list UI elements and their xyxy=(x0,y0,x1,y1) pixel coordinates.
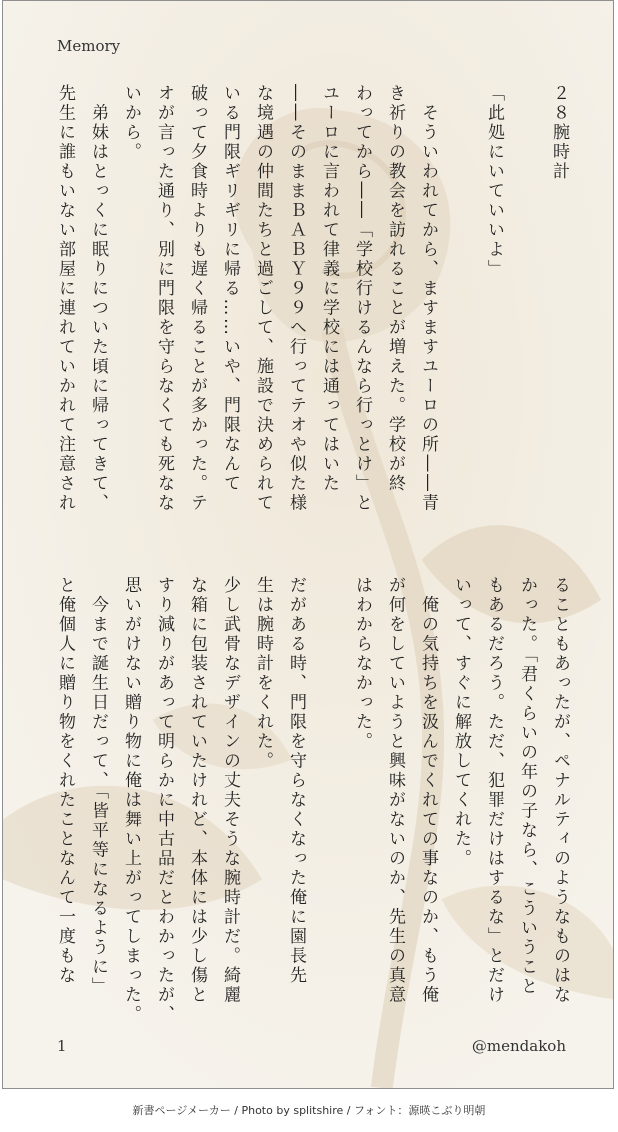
text-column: すり減りがあって明らかに中古品だとわかったが、 xyxy=(154,576,174,1025)
text-column: だがある時、門限を守らなくなった俺に園長先 xyxy=(286,576,306,986)
text-column: そういわれてから、ますますユーロの所――青 xyxy=(418,84,438,513)
text-column: 破って夕食時よりも遅く帰ることが多かった。テ xyxy=(187,84,207,513)
page-number: 1 xyxy=(57,1037,67,1055)
text-column: はわからなかった。 xyxy=(352,576,372,752)
text-column: 「此処にいていいよ」 xyxy=(484,84,504,279)
text-column: 生は腕時計をくれた。 xyxy=(253,576,273,771)
book-page xyxy=(2,0,614,1089)
book-title: Memory xyxy=(57,37,121,55)
text-column: 弟妹はとっくに眠りについた頃に帰ってきて、 xyxy=(88,84,108,513)
text-column: かった。「君くらいの年の子なら、こういうこと xyxy=(517,576,537,997)
text-column: 少し武骨なデザインの丈夫そうな腕時計だ。綺麗 xyxy=(220,576,240,1005)
text-column: ることもあったが、ペナルティのようなものはな xyxy=(550,576,570,1005)
text-column: いる門限ギリギリに帰る……いや、門限なんて xyxy=(220,84,240,494)
text-column: もあるだろう。ただ、犯罪だけはするな」とだけ xyxy=(484,576,504,1005)
text-column: ユーロに言われて律義に学校には通ってはいた xyxy=(319,84,339,494)
text-column: オが言った通り、別に門限を守らなくても死なな xyxy=(154,84,174,513)
text-column: いから。 xyxy=(121,84,141,162)
author-handle: @mendakoh xyxy=(471,1037,566,1055)
text-column: 思いがけない贈り物に俺は舞い上がってしまった。 xyxy=(121,576,141,1025)
text-column: が何をしていようと興味がないのか、先生の真意 xyxy=(385,576,405,1005)
text-column: ――そのままＢＡＢＹ９９へ行ってテオや似た様 xyxy=(286,84,306,513)
text-column: 先生に誰もいない部屋に連れていかれて注意され xyxy=(55,84,75,513)
text-column: 俺の気持ちを汲んでくれての事なのか、もう俺 xyxy=(418,576,438,1005)
text-column: な境遇の仲間たちと過ごして、施設で決められて xyxy=(253,84,273,513)
chapter-title: ２８腕時計 xyxy=(549,84,569,182)
text-column: いって、すぐに解放してくれた。 xyxy=(451,576,471,869)
text-column: と俺個人に贈り物をくれたことなんて一度もな xyxy=(55,576,75,986)
text-column: な箱に包装されていたけれど、本体には少し傷と xyxy=(187,576,207,1005)
text-column: わってから――「学校行けるんなら行っとけ」と xyxy=(352,84,372,513)
footer-credit: 新書ページメーカー / Photo by splitshire / フォント：源暎こぶり明朝 xyxy=(132,1104,486,1117)
text-column: 今まで誕生日だって、「皆平等になるように」 xyxy=(88,576,108,997)
text-column: き祈りの教会を訪れることが増えた。学校が終 xyxy=(385,84,405,494)
